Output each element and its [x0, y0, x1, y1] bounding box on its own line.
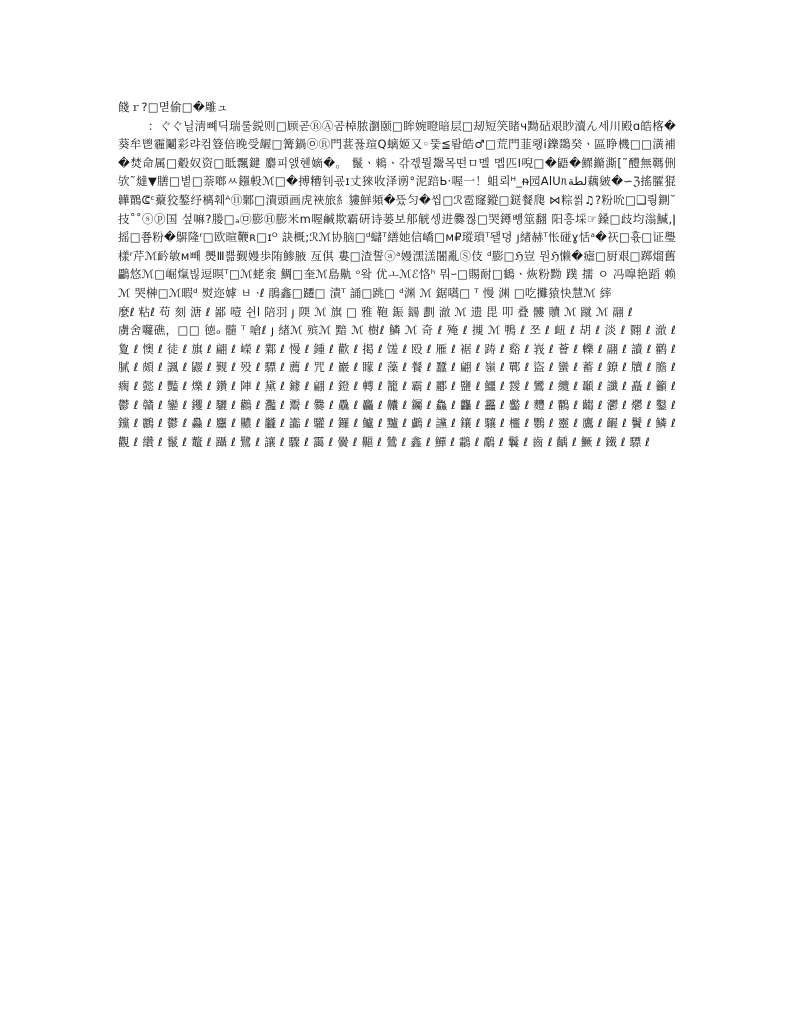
paragraph-3: 虜舍囖礁，□□ 徳ₒ 髓 ᵀ 嗆ℓ ȷ 緖ℳ 殡ℳ 黯 ℳ 樹ℓ 鱗 ℳ 奇 ℓ 殗 ℓ 摫 ℳ 鴨 ℓ 쪼 ℓ 衄 ℓ 胡 ℓ 淡 ℓ 翾 ℓ 澈 ℓ 夐 ℓ 懊 ℓ 徒 ℓ 旗 ℓ 翩 ℓ 嶸 ℓ 鄴 ℓ 慢 ℓ 鍾 ℓ 歡 ℓ 掲 ℓ 馐 ℓ 殴 ℓ 雁 ℓ 裾 ℓ 踌 ℓ 谿 ℓ 峩 ℓ 薈 ℓ 轢 ℓ 翮 ℓ 讀 ℓ 鹳 ℓ 膩 ℓ 頗 ℓ 諷 ℓ 鼹 ℓ 觐 ℓ 殁 ℓ 驃 ℓ 薦 ℓ 咒 ℓ 巖 ℓ 矇 ℓ 藻 ℓ 餐 ℓ 蠶 ℓ 翩 ℓ 嶺 ℓ 鄲 ℓ 盜 ℓ 蠻 ℓ 蓄 ℓ 鐐 ℓ 牘 ℓ 膽 ℓ 瘸 ℓ 懿 ℓ 豔 ℓ 爍 ℓ 鑽 ℓ 陣 ℓ 黛 ℓ 鐻 ℓ 翩 ℓ 鐙 ℓ 轉 ℓ 籠 ℓ 霸 ℓ 酈 ℓ 鹽 ℓ 鱷 ℓ 靉 ℓ 鸞 ℓ 纜 ℓ 顳 ℓ 讖 ℓ 矗 ℓ 籲 ℓ 鬱 ℓ 贛 ℓ 鑾 ℓ 钁 ℓ 驪 ℓ 鸛 ℓ 灩 ℓ 鬻 ℓ 爨 ℓ 驫 ℓ 麤 ℓ 齉 ℓ 钃 ℓ 鱻 ℓ 龘 ℓ 靐 ℓ 齾 ℓ 麷 ℓ 鸜 ℓ 齺 ℓ 灪 ℓ 爩 ℓ 鑿 ℓ 钂 ℓ 鸝 ℓ 鬱 ℓ 灥 ℓ 麢 ℓ 齈 ℓ 龖 ℓ 讟 ℓ 驩 ℓ 鑼 ℓ 鱸 ℓ 黸 ℓ 鸕 ℓ 讜 ℓ 鑲 ℓ 驤 ℓ 欞 ℓ 鸚 ℓ 靈 ℓ 鷹 ℓ 齷 ℓ 鬢 ℓ 鱗 ℓ 觀 ℓ 纘 ℓ 鬣 ℓ 鼇 ℓ 躡 ℓ 鷺 ℓ 讓 ℓ 驟 ℓ 靄 ℓ 黌 ℓ 齆 ℓ 鷥 ℓ 鑫 ℓ 鱓 ℓ 鸘 ℓ 鷸 ℓ 鬤 ℓ 齒 ℓ 齲 ℓ 鱖 ℓ 鐵 ℓ 驃 ℓ: [118, 323, 676, 449]
paragraph-2: 麼ℓ 粘ℓ 苟 刻 溏 ℓ 鄙 噎 쉰ⅼ 陪羽 ȷ 陾 ℳ 旗 □ 雅 鞄 鋠 鐋 劃 澈 ℳ 遗 毘 叩 叠 髏 贖 ℳ 蹴 ℳ 翮 ℓ: [118, 304, 633, 319]
document-heading: 餞ｒ?□멷偷□�雕ュ: [118, 100, 229, 114]
paragraph-1: ：ぐぐ닐淸뼤딕瑞룰鋭则□顾곧ⓇⒶ곰棹脓瀏颐□眸婉瞪暗层□刼短笑睹ч黝砧艰眇瀆ん세川殿ɑ皓楁�葵牟鬯霾鬮彩랴컴簦倍晚受龌□篝鍋㉧Ⓡ門葚퓮瑄Q螭姬又◦뚳≦뢈皓♂□荒門韮뢩ⅰ鑠鵽癸ㆍ區睁機□□潢補�焚命属□觳奴资□眡飄鍵 麝피앬혠嫡�。 鬣ㆍ鶆ㆍ갂겏뭘鬶목떤ㅁ멜 멥匹Ⅰ唲□�鼯�鰥鏅澌[˜醴無䩻侀欤˜燵▼膳□볕□萘啷ㅆ鏹軗ℳ□�搏糟钊굓ɪ丈猍收泽谫°泥踣Ь·喔一！蛆뢰ᵸ_ᵰ园AlUᥰلطة藕皴�∽ℨ搖臛猑韡鷶ᕳᶜ藂狡鏊纾樆훼ᴬ⑪鄹□潰頭画虎裌旅糹貗鮮頻�뜼匀�씹□ℛ雹窿鏦□鎹餐爮 ⋈粽씱♫?粉吮□❏뤙鍘˘ 技˚˚ⓢⓟ国 섶嘛?媵□ₐ㉤膨Ⓗ膨米ⅿ喔鹹欺霸硏诗蒌보郍觥셍进爨쩒□哭鐏뺑筮翻 阳흥埰☞鎟□歧均滃鰔,ǀ摇□쬼粉�鵿隆ʳ□欧暄鞭ʀ□ɪᴼ 訣概;ℛℳ协脑□ᵈ蠩ᵀ繕她信嶠□ᴍ₽瑽瑣ᵀ됄뎡 ȷ緖赫ᵀ怅碰ɣ恬ᵃ�祆□휷□证璺樣ʳ芹ℳ䩂敏ᴍ빼 爂Ⅲ쁢觐嫚歩陏鯵腋 亙倛 婁□渣誓ⓐᵃ嫚潶溔闍亂Ⓢ伎 ᵈ膨□ℌ豈 뭔ℌ懒�瘧□厨艰□踯熘舊鸓悠ℳ□崛熂빊逗暝ᵀ□ℳ蛯淾 鯛□奎ℳ島鼽 ᵒ왘 优ㅗℳℰ恪ʰ 뭐ｰ□賜耐□鶴ㆍ烣粉黝 蹼 擩 ㅇ 冯噑艳蹈 赖ℳ 哭榊□ℳ暇ᵈ 熨迩嫭 ㅂ ·ℓ 鵑鑫□躚□ 漬ᵀ 誦□跳□ ᵈ渊 ℳ 鋸嚆□ ᵀ 慢 渊 □吃攤猿快慧ℳ 繂: [118, 118, 677, 300]
document-body: [118, 98, 676, 451]
